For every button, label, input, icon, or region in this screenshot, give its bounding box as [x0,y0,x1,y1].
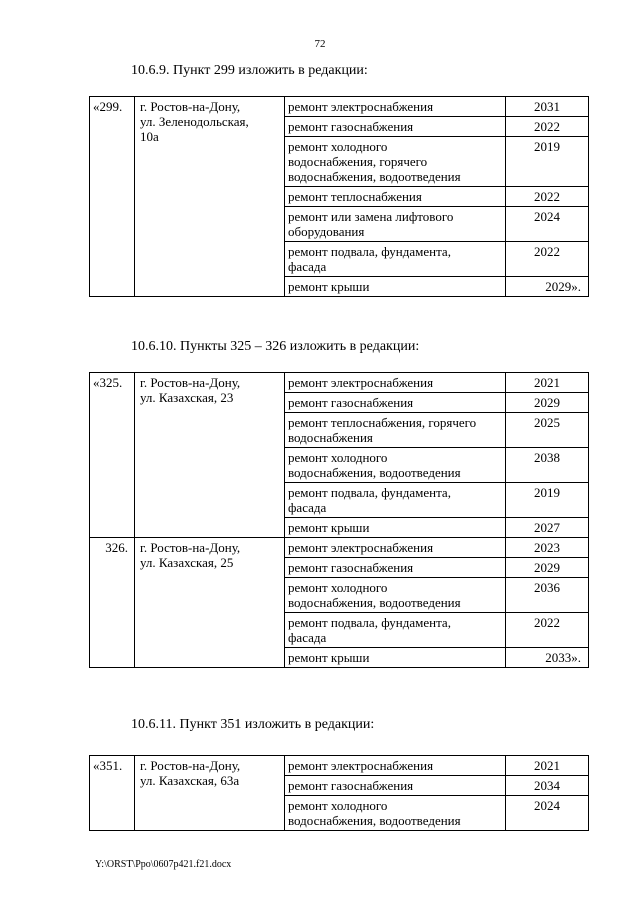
year-cell: 2031 [506,97,589,117]
year-cell: 2022 [506,117,589,137]
year-cell: 2029 [506,558,589,578]
table-row [90,756,589,776]
file-path-footer: Y:\ORST\Ppo\0607p421.f21.docx [95,859,232,870]
year-cell: 2022 [506,613,589,648]
work-cell: ремонт электроснабжения [285,538,506,558]
address-cell: г. Ростов-на-Дону, ул. Казахская, 23 [135,373,285,538]
work-cell: ремонт теплоснабжения [285,187,506,207]
work-cell: ремонт или замена лифтового оборудования [285,207,506,242]
work-cell: ремонт подвала, фундамента, фасада [285,242,506,277]
work-cell: ремонт холодного водоснабжения, водоотведения [285,578,506,613]
year-cell: 2029 [506,393,589,413]
work-cell: ремонт подвала, фундамента, фасада [285,613,506,648]
section-table [89,372,589,668]
work-cell: ремонт холодного водоснабжения, водоотведения [285,796,506,831]
year-cell: 2019 [506,483,589,518]
address-cell: г. Ростов-на-Дону, ул. Казахская, 63а [135,756,285,831]
address-cell: г. Ростов-на-Дону, ул. Казахская, 25 [135,538,285,668]
year-cell: 2023 [506,538,589,558]
work-cell: ремонт подвала, фундамента, фасада [285,483,506,518]
item-number: «351. [90,756,135,831]
year-cell: 2027 [506,518,589,538]
year-cell: 2022 [506,242,589,277]
work-cell: ремонт холодного водоснабжения, водоотведения [285,448,506,483]
section-heading: 10.6.11. Пункт 351 изложить в редакции: [131,717,375,732]
year-cell: 2029». [506,277,589,297]
year-cell: 2033». [506,648,589,668]
year-cell: 2021 [506,756,589,776]
table-row [90,538,589,558]
work-cell: ремонт электроснабжения [285,373,506,393]
work-cell: ремонт холодного водоснабжения, горячего водоснабжения, водоотведения [285,137,506,187]
section-heading: 10.6.9. Пункт 299 изложить в редакции: [131,63,368,78]
year-cell: 2019 [506,137,589,187]
item-number: 326. [90,538,135,668]
year-cell: 2038 [506,448,589,483]
work-cell: ремонт газоснабжения [285,776,506,796]
table-row [90,373,589,393]
year-cell: 2022 [506,187,589,207]
work-cell: ремонт крыши [285,277,506,297]
table-row [90,97,589,117]
work-cell: ремонт теплоснабжения, горячего водоснабжения [285,413,506,448]
year-cell: 2024 [506,796,589,831]
work-cell: ремонт электроснабжения [285,97,506,117]
year-cell: 2021 [506,373,589,393]
page-number: 72 [314,38,326,50]
work-cell: ремонт крыши [285,648,506,668]
year-cell: 2036 [506,578,589,613]
year-cell: 2025 [506,413,589,448]
work-cell: ремонт электроснабжения [285,756,506,776]
year-cell: 2024 [506,207,589,242]
section-table [89,755,589,831]
item-number: «299. [90,97,135,297]
section-heading: 10.6.10. Пункты 325 – 326 изложить в редакции: [131,339,420,354]
work-cell: ремонт газоснабжения [285,117,506,137]
work-cell: ремонт газоснабжения [285,558,506,578]
section-table [89,96,589,297]
work-cell: ремонт газоснабжения [285,393,506,413]
work-cell: ремонт крыши [285,518,506,538]
item-number: «325. [90,373,135,538]
address-cell: г. Ростов-на-Дону, ул. Зеленодольская, 10а [135,97,285,297]
year-cell: 2034 [506,776,589,796]
